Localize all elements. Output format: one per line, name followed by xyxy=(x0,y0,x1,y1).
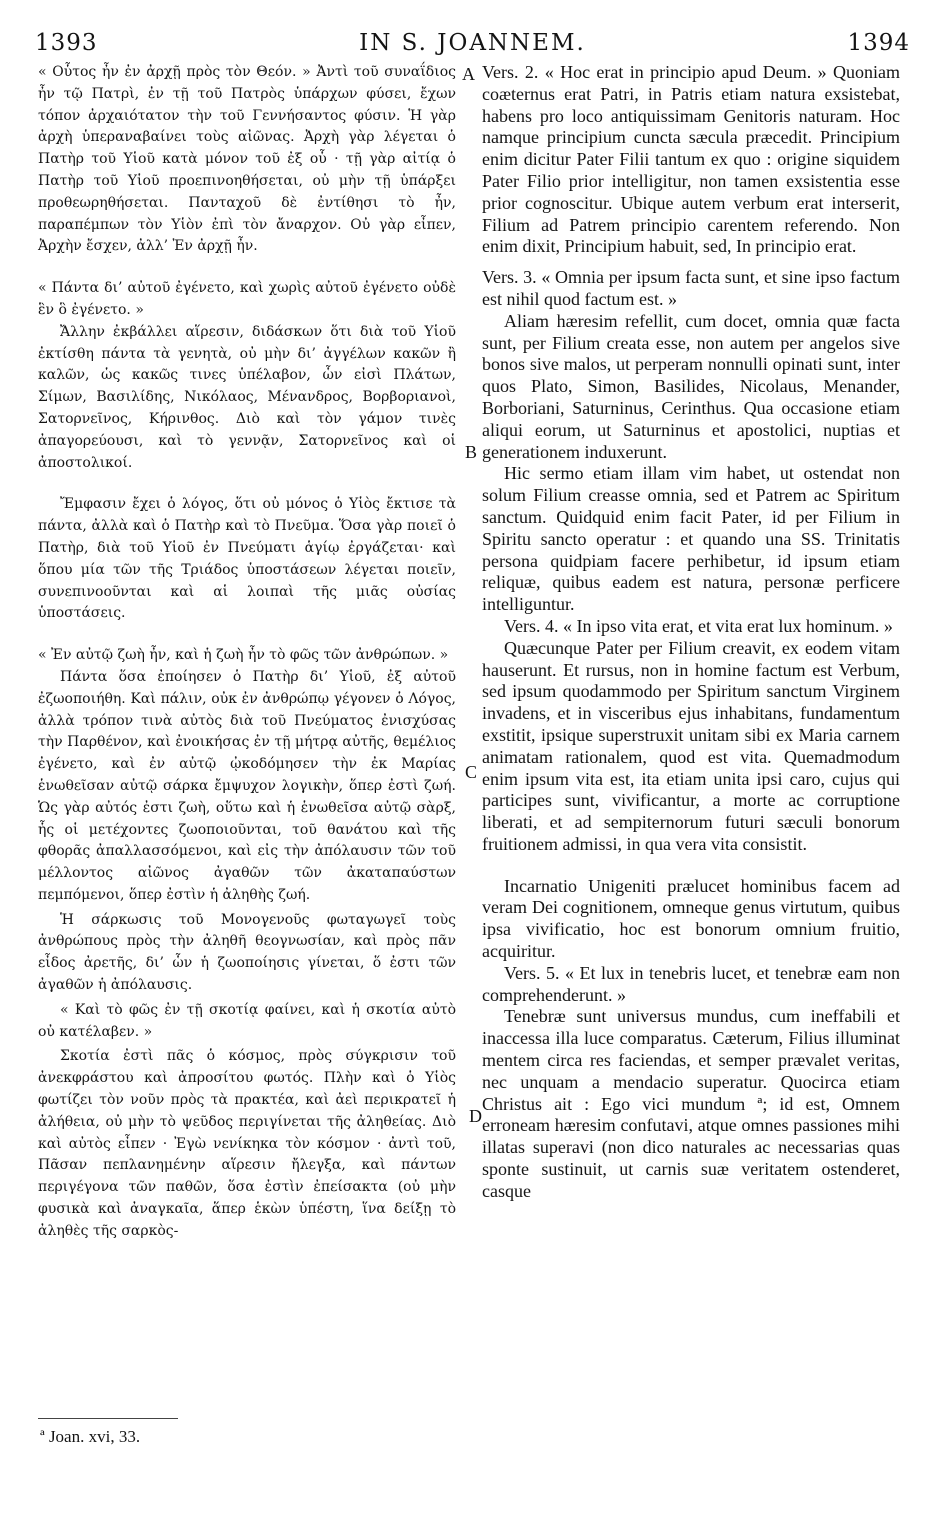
latin-paragraph: Incarnatio Unigeniti prælucet hominibus facem ad veram Dei cognitionem, omneque genus virtutum, quibus ipsa vivificatio, hoc est bonorum omnium fruitio, acquiritur. xyxy=(482,875,900,962)
footnote: ª Joan. xvi, 33. xyxy=(40,1427,141,1446)
margin-letter-c: C xyxy=(465,762,478,782)
greek-paragraph: « Καὶ τὸ φῶς ἐν τῇ σκοτίᾳ φαίνει, καὶ ἡ σκοτία αὐτὸ οὐ κατέλαβεν. » xyxy=(38,1001,456,1040)
margin-letter-d: D xyxy=(469,1106,482,1126)
latin-paragraph: Vers. 4. « In ipso vita erat, et vita erat lux hominum. » xyxy=(504,615,893,636)
margin-letter-a: A xyxy=(462,64,475,84)
latin-paragraph: Aliam hæresim refellit, cum docet, omnia quæ facta sunt, per Filium creata esse, non autem per angelos sive bonos sive malos, ut perperam nonnulli opinati sunt, inter quos Plato, Simon, Basilides, Nicolaus, Menander, Borboriani, Saturninus, Cerinthus. Qua occasione etiam aliqui eorum, ut Saturninus et apostolici, nuptias et generationem induxerunt. xyxy=(482,310,900,462)
latin-paragraph: Vers. 2. « Hoc erat in principio apud Deum. » Quoniam coæternus erat Patri, in Patris etiam natura exsistebat, habens pro loco antiquissimam Genitoris naturam. Hoc namque principium cuncta sæcula præcedit. Principium enim dicitur Pater Filii tantum ex quo : origine siquidem Pater Filio prior intelligitur, non tamen exsistentia esse prior cognoscitur. Ubique autem verbum erat interserit, Filium ad Patrem principio carentem referendo. Non enim dixit, Principium habuit, sed, In principio erat. xyxy=(482,62,900,257)
latin-paragraph: Vers. 5. « Et lux in tenebris lucet, et tenebræ eam non comprehenderunt. » xyxy=(482,962,900,1005)
running-title: IN S. JOANNEM. xyxy=(359,30,586,56)
greek-column xyxy=(38,62,456,1243)
greek-paragraph: « Οὗτος ἦν ἐν ἀρχῇ πρὸς τὸν Θεόν. » Ἀντὶ τοῦ συναΐδιος ἦν τῷ Πατρὶ, ἐν τῇ τοῦ Πατρὸς ὑπάρχων φύσει, ἔχων τόπον ἀρχαιότατον τὴν τοῦ Γεννήσαντος φύσιν. Ἡ γὰρ ἀρχὴ ὑπεραναβαίνει τοὺς αἰῶνας. Ἀρχὴ γὰρ λέγεται ὁ Πατὴρ τοῦ Υἱοῦ κατὰ μόνον τοῦ ἐξ οὗ · τῇ γὰρ αἰτίᾳ ὁ Πατὴρ τοῦ Υἱοῦ προεπινοηθήσεται, οὐ μὴν τῇ ὑπάρξει προθεωρηθήσεται. Πανταχοῦ δὲ ἐντίθησι τὸ ἦν, παραπέμπων τὸν Υἱὸν ἐπὶ τὸν ἄναρχον. Οὐ γὰρ εἶπεν, Ἀρχὴν ἔσχεν, ἀλλ’ Ἐν ἀρχῇ ἦν. xyxy=(38,64,456,255)
latin-column xyxy=(482,62,900,1203)
margin-letter-b: B xyxy=(465,442,478,462)
running-header xyxy=(35,30,910,60)
latin-paragraph: Tenebræ sunt universus mundus, cum ineffabili et inaccessa illa luce comparatus. Cæterum, Filius illuminat mentem circa res faciendas, et semper prævalet veritas, nec unquam a mendacio superatur. Quocirca etiam Christus ait : Ego vici mundum ª; id est, Omnem erroneam hæresim confutavi, atque omnes passiones mihi illatas superavi (non dico naturales ac necessarias quas sponte sustinuit, ut carnis suæ veritatem ostenderet, casque xyxy=(482,1006,900,1201)
greek-paragraph: Ἔμφασιν ἔχει ὁ λόγος, ὅτι οὐ μόνος ὁ Υἱὸς ἔκτισε τὰ πάντα, ἀλλὰ καὶ ὁ Πατὴρ καὶ τὸ Πνεῦμα. Ὅσα γὰρ ποιεῖ ὁ Πατὴρ, διὰ τοῦ Υἱοῦ ἐν Πνεύματι ἁγίῳ ἐργάζεται· καὶ ὅπου μία τῶν τῆς Τριάδος ὑποστάσεων λέγεται ποιεῖν, συνεπινοοῦνται καὶ αἱ λοιπαὶ τῆς μιᾶς οὐσίας ὑποστάσεις. xyxy=(38,496,456,622)
greek-paragraph: Ἡ σάρκωσις τοῦ Μονογενοῦς φωταγωγεῖ τοὺς ἀνθρώπους πρὸς τὴν ἀληθῆ θεογνωσίαν, καὶ πρὸς πᾶν εἶδος ἀρετῆς, δι’ ὧν ἡ ζωοποίησις γίνεται, ὅ ἐστι τῶν ἀγαθῶν ἡ ἀπόλαυσις. xyxy=(38,911,456,994)
footnote-divider xyxy=(38,1418,178,1419)
left-page-number: 1393 xyxy=(35,30,98,56)
greek-paragraph: « Πάντα δι’ αὐτοῦ ἐγένετο, καὶ χωρὶς αὐτοῦ ἐγένετο οὐδὲ ἓν ὃ ἐγένετο. » xyxy=(38,280,456,318)
greek-paragraph: Ἄλλην ἐκβάλλει αἵρεσιν, διδάσκων ὅτι διὰ τοῦ Υἱοῦ ἐκτίσθη πάντα τὰ γενητὰ, οὐ μὴν δι’ ἀγγέλων κακῶν ἢ καλῶν, ὡς κακῶς τινες ὑπέλαβον, ὧν εἰσὶ Πλάτων, Σίμων, Βασιλίδης, Νικόλαος, Μένανδρος, Βορβοριανοὶ, Σατορνεῖνος, Κήρινθος. Διὸ καὶ τὸν γάμον τινὲς ἀπαγορεύουσι, καὶ τὸ γεννᾷν, Σατορνεῖνος καὶ οἱ ἀποστολικοί. xyxy=(38,323,456,471)
greek-paragraph: Πάντα ὅσα ἐποίησεν ὁ Πατὴρ δι’ Υἱοῦ, ἐξ αὐτοῦ ἐζωοποιήθη. Καὶ πάλιν, οὐκ ἐν ἀνθρώπῳ γέγονεν ὁ Λόγος, ἀλλὰ τρόπον τινὰ αὐτὸς διὰ τοῦ Πνεύματος ἐνισχύσας τὴν Παρθένον, καὶ ἐνοικήσας ἐν τῇ μήτρᾳ αὐτῆς, θεμέλιος ἐγένετο, καὶ ἐν αὐτῷ ᾠκοδόμησεν τὴν ἐκ Μαρίας ἑνωθεῖσαν αὐτῷ σάρκα ἔμψυχον λογικὴν, ὅπερ ἐστὶ ζωή. Ὡς γὰρ αὐτός ἐστι ζωὴ, οὕτω καὶ ἡ ἑνωθεῖσα αὐτῷ σὰρξ, ἧς οἱ μετέχοντες ζωοποιοῦνται, τοῦ θανάτου καὶ τῆς φθορᾶς ἀπαλλασσόμενοι, καὶ εἰς τὴν ἀπόλαυσιν τῶν τοῦ μέλλοντος αἰῶνος ἀγαθῶν τῶν ἀκαταπαύστων πεμπόμενοι, ὅπερ ἐστὶν ἡ ἀληθὴς ζωή. xyxy=(38,668,456,903)
greek-paragraph: « Ἐν αὐτῷ ζωὴ ἦν, καὶ ἡ ζωὴ ἦν τὸ φῶς τῶν ἀνθρώπων. » xyxy=(38,647,449,664)
latin-paragraph: Hic sermo etiam illam vim habet, ut ostendat non solum Filium creasse omnia, sed et Patrem ac Spiritum sanctum. Quidquid enim facit Pater, id per Filium in Spiritu sancto operatur : et quando una SS. Trinitatis persona quidpiam facere perhibetur, id ipsum etiam reliquæ, quibus eadem est natura, personæ perficere intelliguntur. xyxy=(482,463,900,615)
latin-paragraph: Quæcunque Pater per Filium creavit, ex eodem vitam hauserunt. Et rursus, non in homine factum est Verbum, sed ipsum quodammodo per Spiritum sanctum Virginem invadens, et in visceribus ejus inhabitans, fundamentum exstitit, ipsique superstruxit unitam sibi ex Maria carnem animatam rationalem, quod est vita. Quemadmodum enim ipsum vita est, ita etiam unita ipsi caro, cujus qui participes sunt, vivificantur, a morte ac corruptione liberati, et ad sempiternorum futuri sæculi bonorum fruitionem admissi, in qua vera vita consistit. xyxy=(482,637,900,854)
latin-paragraph: Vers. 3. « Omnia per ipsum facta sunt, et sine ipso factum est nihil quod factum est. » xyxy=(482,267,900,309)
right-page-number: 1394 xyxy=(847,30,910,56)
greek-paragraph: Σκοτία ἐστὶ πᾶς ὁ κόσμος, πρὸς σύγκρισιν τοῦ ἀνεκφράστου καὶ ἀπροσίτου φωτός. Πλὴν καὶ ὁ Υἱὸς φωτίζει τὸν νοῦν πρὸς τὰ πρακτέα, καὶ ἀεὶ περικρατεῖ ἡ ἀλήθεια, οὐ μὴν τὸ ψεῦδος περιγίνεται τῆς ἀληθείας. Διὸ καὶ αὐτὸς εἶπεν · Ἐγὼ νενίκηκα τὸν κόσμον · ἀντὶ τοῦ, Πᾶσαν πεπλανημένην αἵρεσιν ἤλεγξα, καὶ πάντων περιγέγονα τῶν παθῶν, ὅσα ἐστὶν ἐπείσακτα (οὐ μὴν φυσικὰ καὶ ἀναγκαῖα, ἅπερ ἑκὼν ὑπέστη, ἵνα δείξῃ τὸ ἀληθὲς τῆς σαρκὸς- xyxy=(38,1048,456,1239)
